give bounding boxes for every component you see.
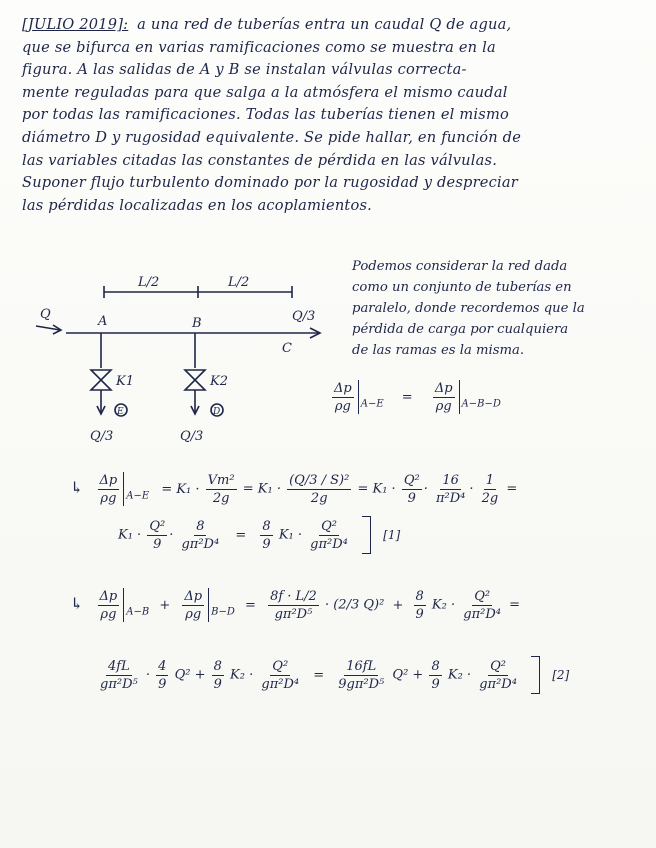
node-b-label: B [192, 316, 202, 331]
problem-line: mente reguladas para que salga a la atmósfera el mismo caudal [22, 83, 508, 101]
equation-head-loss-equality: $\frac{\Delta p}{\rho g}$ $_{A-E}$ = $\frac{\Delta p}{\rho g}$ $_{A-B-D}$ [334, 380, 501, 414]
fraction: $\frac{\Delta p}{\rho g}$ [334, 380, 352, 414]
valve-k1-label: K1 [116, 374, 134, 389]
equation-result-1: K₁ · $\frac{\text{Q²}}{9}$ · $\frac{8}{\text{gπ²D⁴}}$ = $\frac{8}{9}$ K₁ · $\frac{\text{Q²}}{\text{gπ²D⁴}}$ [1] [118, 516, 400, 554]
note-line: Podemos considerar la red dada [352, 259, 568, 274]
problem-line: figura. A las salidas de A y B se instalan válvulas correcta- [22, 61, 467, 79]
note-line: de las ramas es la misma. [352, 343, 525, 358]
len-right-label: L/2 [228, 275, 250, 290]
len-left-label: L/2 [138, 275, 160, 290]
valve-k1-icon [91, 370, 111, 390]
out-d-label: Q/3 [180, 429, 204, 444]
problem-line: Suponer flujo turbulento dominado por la rugosidad y despreciar [22, 174, 518, 192]
equation-branch-e: ↳ $\frac{\Delta p}{\rho g}$ $_{A-E}$ = K₁ · $\frac{\text{Vm²}}{2g}$ = K₁ · $\frac{\text{(Q/3 / S)²}}{2g}$ = K₁ · $\frac{\text{Q²}}{9}$ · $\frac{16}{\text{π²D⁴}}$ · $\frac{1}{2g}$ = [70, 472, 518, 506]
out-c-label: Q/3 [292, 309, 316, 324]
valve-k2-icon [185, 370, 205, 390]
equation-result-2: $\frac{4fL}{\text{gπ²D⁵}}$ · $\frac{4}{9}$ Q² + $\frac{8}{9}$ K₂ · $\frac{\text{Q²}}{\text{gπ²D⁴}}$ = $\frac{16fL}{\text{9gπ²D⁵}}$ Q² + $\frac{8}{9}$ K₂ · $\frac{\text{Q²}}{\text{gπ²D⁴}}$ [2] [96, 656, 569, 694]
out-e-label: Q/3 [90, 429, 114, 444]
valve-k2-label: K2 [210, 374, 228, 389]
equation-tag-2: [2] [552, 667, 570, 682]
side-note [352, 256, 642, 361]
exam-tag: [JULIO 2019]: [22, 16, 129, 33]
exit-e-label: E [117, 407, 124, 417]
problem-line: las pérdidas localizadas en los acoplamientos. [22, 196, 373, 214]
note-line: como un conjunto de tuberías en [352, 280, 572, 295]
note-line: pérdida de carga por cualquiera [352, 322, 569, 337]
exit-d-label: D [213, 407, 221, 417]
problem-line: que se bifurca en varias ramificaciones como se muestra en la [22, 38, 496, 56]
note-line: paralelo, donde recordemos que la [352, 301, 585, 316]
node-a-label: A [98, 314, 108, 329]
inflow-label: Q [40, 307, 51, 322]
fraction: $\frac{\Delta p}{\rho g}$ [434, 380, 453, 414]
problem-line: las variables citadas las constantes de pérdida en las válvulas. [22, 151, 498, 169]
problem-line: por todas las ramificaciones. Todas las tuberías tienen el mismo [22, 106, 509, 124]
node-c-label: C [282, 341, 292, 356]
equation-tag-1: [1] [383, 527, 401, 542]
problem-line: a una red de tuberías entra un caudal Q de agua, [137, 16, 512, 33]
problem-line: diámetro D y rugosidad equivalente. Se pide hallar, en función de [22, 128, 522, 146]
equation-branch-d: ↳ $\frac{\Delta p}{\rho g}$ $_{A-B}$ + $\frac{\Delta p}{\rho g}$ $_{B-D}$ = $\frac{8f \cdot L/2}{\text{gπ²D⁵}}$ · (2/3 Q)² + $\frac{8}{9}$ K₂ · $\frac{\text{Q²}}{\text{gπ²D⁴}}$ = [70, 588, 521, 622]
